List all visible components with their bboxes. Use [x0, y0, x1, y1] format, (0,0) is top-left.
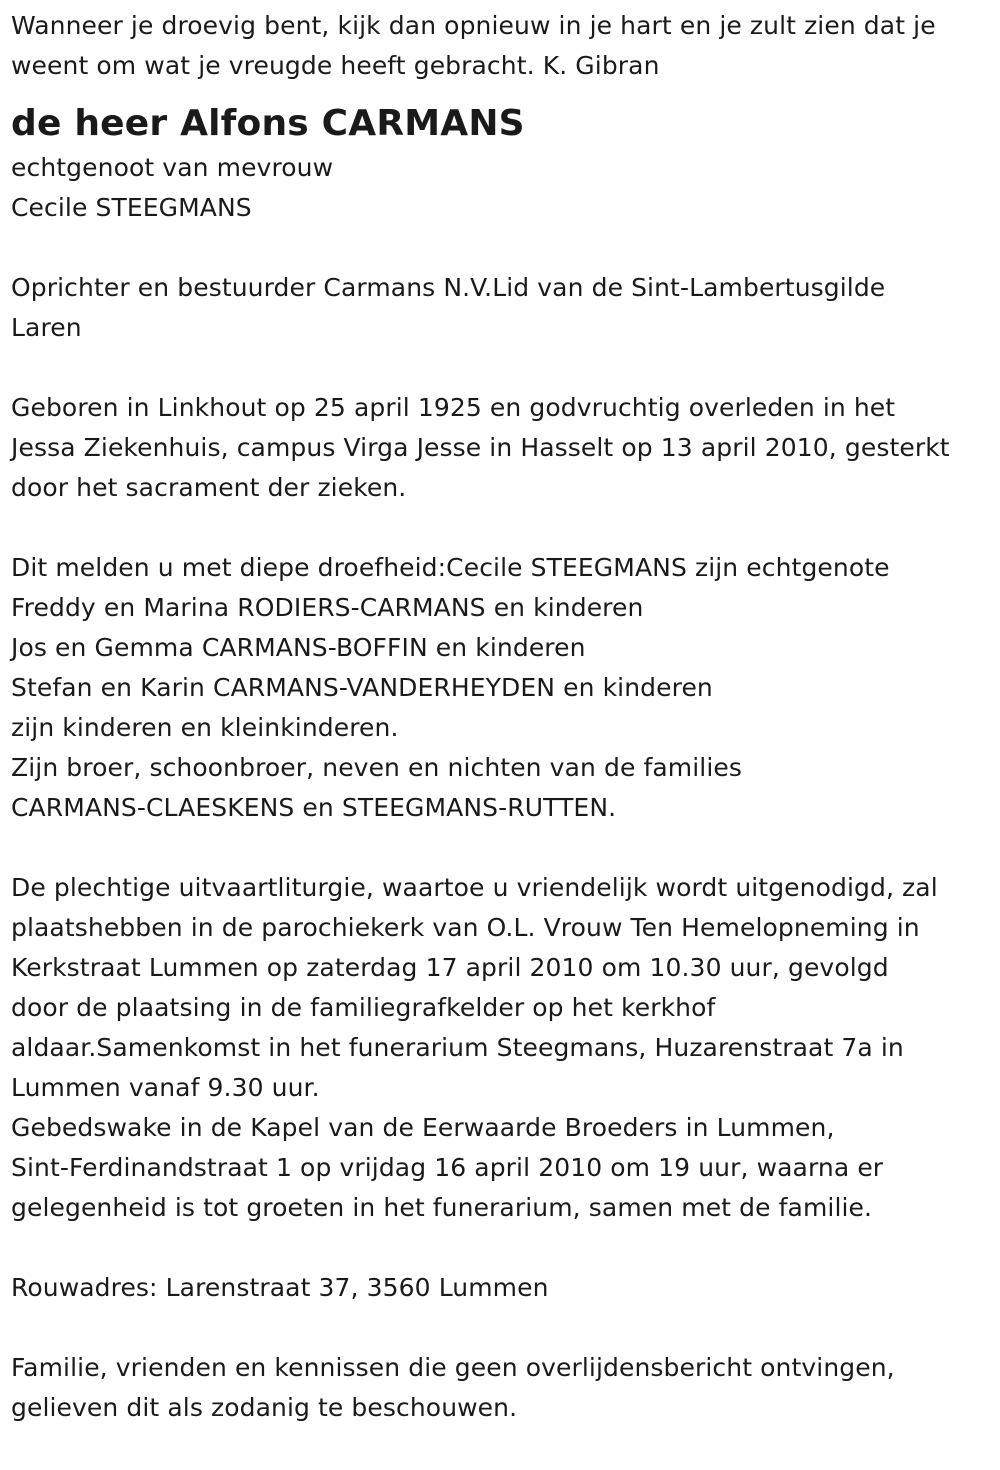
- announcement-line: Freddy en Marina RODIERS-CARMANS en kinderen: [11, 593, 644, 622]
- occupation-line: Oprichter en bestuurder Carmans N.V.Lid van de Sint-Lambertusgilde: [11, 273, 886, 302]
- announcement-line: Dit melden u met diepe droefheid:Cecile STEEGMANS zijn echtgenote: [11, 553, 890, 582]
- paragraph-gap: [11, 228, 991, 268]
- closing-block: [11, 1348, 991, 1428]
- funeral-line: gelegenheid is tot groeten in het funerarium, samen met de familie.: [11, 1193, 873, 1222]
- announcement-line: Jos en Gemma CARMANS-BOFFIN en kinderen: [11, 633, 586, 662]
- funeral-block: [11, 868, 991, 1228]
- announcement-line: CARMANS-CLAESKENS en STEEGMANS-RUTTEN.: [11, 793, 617, 822]
- paragraph-gap: [11, 1228, 991, 1268]
- announcement-line: zijn kinderen en kleinkinderen.: [11, 713, 399, 742]
- funeral-line: Gebedswake in de Kapel van de Eerwaarde Broeders in Lummen,: [11, 1113, 835, 1142]
- quote-line: Wanneer je droevig bent, kijk dan opnieuw in je hart en je zult zien dat je: [11, 11, 936, 40]
- spouse-block: [11, 148, 991, 228]
- address-line: Rouwadres: Larenstraat 37, 3560 Lummen: [11, 1273, 549, 1302]
- birth-death-line: Geboren in Linkhout op 25 april 1925 en godvruchtig overleden in het: [11, 393, 896, 422]
- funeral-line: Lummen vanaf 9.30 uur.: [11, 1073, 320, 1102]
- quote-line: weent om wat je vreugde heeft gebracht. K. Gibran: [11, 51, 660, 80]
- closing-line: gelieven dit als zodanig te beschouwen.: [11, 1393, 518, 1422]
- funeral-line: De plechtige uitvaartliturgie, waartoe u vriendelijk wordt uitgenodigd, zal: [11, 873, 938, 902]
- quote-block: [11, 6, 991, 86]
- funeral-line: door de plaatsing in de familiegrafkelder op het kerkhof: [11, 993, 716, 1022]
- funeral-line: Kerkstraat Lummen op zaterdag 17 april 2010 om 10.30 uur, gevolgd: [11, 953, 889, 982]
- funeral-line: Sint-Ferdinandstraat 1 op vrijdag 16 april 2010 om 19 uur, waarna er: [11, 1153, 884, 1182]
- deceased-name: de heer Alfons CARMANS: [11, 103, 525, 144]
- announcement-line: Zijn broer, schoonbroer, neven en nichten van de families: [11, 753, 742, 782]
- obituary-document: [11, 6, 991, 1428]
- birth-death-line: Jessa Ziekenhuis, campus Virga Jesse in Hasselt op 13 april 2010, gesterkt: [11, 433, 950, 462]
- spouse-line: Cecile STEEGMANS: [11, 193, 252, 222]
- paragraph-gap: [11, 348, 991, 388]
- spouse-line: echtgenoot van mevrouw: [11, 153, 334, 182]
- announcement-line: Stefan en Karin CARMANS-VANDERHEYDEN en kinderen: [11, 673, 713, 702]
- closing-line: Familie, vrienden en kennissen die geen overlijdensbericht ontvingen,: [11, 1353, 895, 1382]
- paragraph-gap: [11, 508, 991, 548]
- address-block: [11, 1268, 991, 1308]
- funeral-line: aldaar.Samenkomst in het funerarium Steegmans, Huzarenstraat 7a in: [11, 1033, 904, 1062]
- birth-death-line: door het sacrament der zieken.: [11, 473, 407, 502]
- announcement-block: [11, 548, 991, 828]
- occupation-line: Laren: [11, 313, 82, 342]
- paragraph-gap: [11, 828, 991, 868]
- funeral-line: plaatshebben in de parochiekerk van O.L. Vrouw Ten Hemelopneming in: [11, 913, 920, 942]
- occupation-block: [11, 268, 991, 348]
- paragraph-gap: [11, 1308, 991, 1348]
- birth-death-block: [11, 388, 991, 508]
